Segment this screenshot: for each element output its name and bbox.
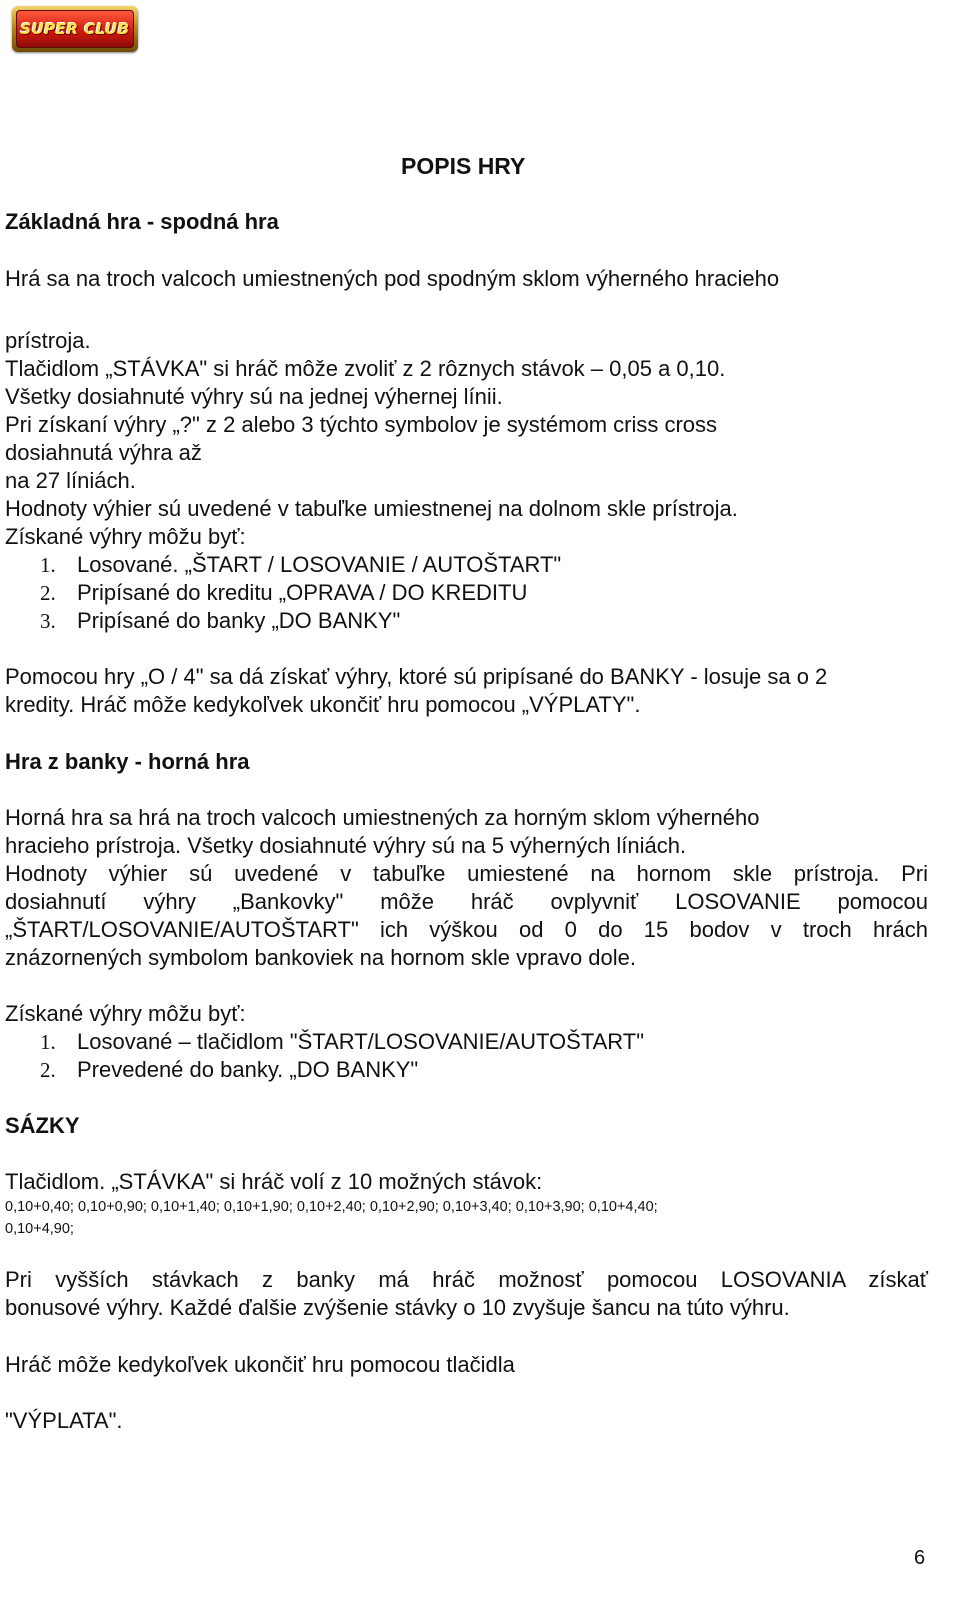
list-number: 1. bbox=[40, 1030, 56, 1054]
paragraph-line: dosiahnutá výhra až bbox=[5, 440, 202, 465]
wins-label: Získané výhry môžu byť: bbox=[5, 1001, 246, 1026]
list-number: 3. bbox=[40, 609, 56, 633]
paragraph-line: Horná hra sa hrá na troch valcoch umiestnených za horným sklom výherného bbox=[5, 805, 760, 830]
list-item: Prevedené do banky. „DO BANKY" bbox=[77, 1057, 419, 1082]
logo-text: SUPER CLUB bbox=[20, 20, 130, 38]
paragraph-line: Tlačidlom „STÁVKA" si hráč môže zvoliť z 2 rôznych stávok – 0,05 a 0,10. bbox=[5, 356, 726, 381]
list-number: 2. bbox=[40, 1058, 56, 1082]
justified-line: dosiahnutí výhry „Bankovky" môže hráč ovplyvniť LOSOVANIE pomocou bbox=[5, 889, 928, 914]
page-number: 6 bbox=[914, 1547, 926, 1569]
paragraph-line: prístroja. bbox=[5, 328, 91, 353]
paragraph-line: hracieho prístroja. Všetky dosiahnuté výhry sú na 5 výherných líniách. bbox=[5, 833, 687, 858]
paragraph-line: Pri získaní výhry „?" z 2 alebo 3 týchto symbolov je systémom criss cross bbox=[5, 412, 718, 437]
paragraph-line: Tlačidlom. „STÁVKA" si hráč volí z 10 možných stávok: bbox=[5, 1169, 543, 1194]
stakes-list: 0,10+4,90; bbox=[5, 1221, 74, 1237]
paragraph-line: bonusové výhry. Každé ďalšie zvýšenie stávky o 10 zvyšuje šancu na túto výhru. bbox=[5, 1295, 790, 1320]
payout-label: "VÝPLATA". bbox=[5, 1408, 123, 1433]
section-heading-bets: SÁZKY bbox=[5, 1113, 80, 1138]
page-title: POPIS HRY bbox=[401, 153, 526, 179]
section-heading-basic-game: Základná hra - spodná hra bbox=[5, 209, 279, 234]
paragraph-line: znázornených symbolom bankoviek na hornom skle vpravo dole. bbox=[5, 945, 636, 970]
paragraph-line: Všetky dosiahnuté výhry sú na jednej výhernej línii. bbox=[5, 384, 503, 409]
section-heading-bank-game: Hra z banky - horná hra bbox=[5, 749, 250, 774]
paragraph-line: Pomocou hry „O / 4" sa dá získať výhry, ktoré sú pripísané do BANKY - losuje sa o 2 bbox=[5, 664, 828, 689]
paragraph-line: Získané výhry môžu byť: bbox=[5, 524, 246, 549]
paragraph-line: Hráč môže kedykoľvek ukončiť hru pomocou tlačidla bbox=[5, 1352, 515, 1377]
list-number: 1. bbox=[40, 553, 56, 577]
list-item: Pripísané do kreditu „OPRAVA / DO KREDITU bbox=[77, 580, 528, 605]
paragraph-line: Hrá sa na troch valcoch umiestnených pod spodným sklom výherného hracieho bbox=[5, 266, 780, 291]
list-item: Losované. „ŠTART / LOSOVANIE / AUTOŠTART" bbox=[77, 552, 562, 577]
list-number: 2. bbox=[40, 581, 56, 605]
list-item: Losované – tlačidlom "ŠTART/LOSOVANIE/AUTOŠTART" bbox=[77, 1029, 645, 1054]
justified-line: Hodnoty výhier sú uvedené v tabuľke umiestené na hornom skle prístroja. Pri bbox=[5, 861, 928, 886]
justified-line: Pri vyšších stávkach z banky má hráč možnosť pomocou LOSOVANIA získať bbox=[5, 1267, 928, 1292]
justified-line: „ŠTART/LOSOVANIE/AUTOŠTART" ich výškou od 0 do 15 bodov v troch hrách bbox=[5, 917, 928, 942]
super-club-logo bbox=[12, 6, 138, 52]
paragraph-line: kredity. Hráč môže kedykoľvek ukončiť hru pomocou „VÝPLATY". bbox=[5, 692, 641, 717]
paragraph-line: Hodnoty výhier sú uvedené v tabuľke umiestnenej na dolnom skle prístroja. bbox=[5, 496, 738, 521]
stakes-list: 0,10+0,40; 0,10+0,90; 0,10+1,40; 0,10+1,90; 0,10+2,40; 0,10+2,90; 0,10+3,40; 0,10+3,90; 0,10+4,40; bbox=[5, 1199, 658, 1215]
paragraph-line: na 27 líniách. bbox=[5, 468, 136, 493]
logo-badge bbox=[16, 10, 134, 48]
list-item: Pripísané do banky „DO BANKY" bbox=[77, 608, 401, 633]
